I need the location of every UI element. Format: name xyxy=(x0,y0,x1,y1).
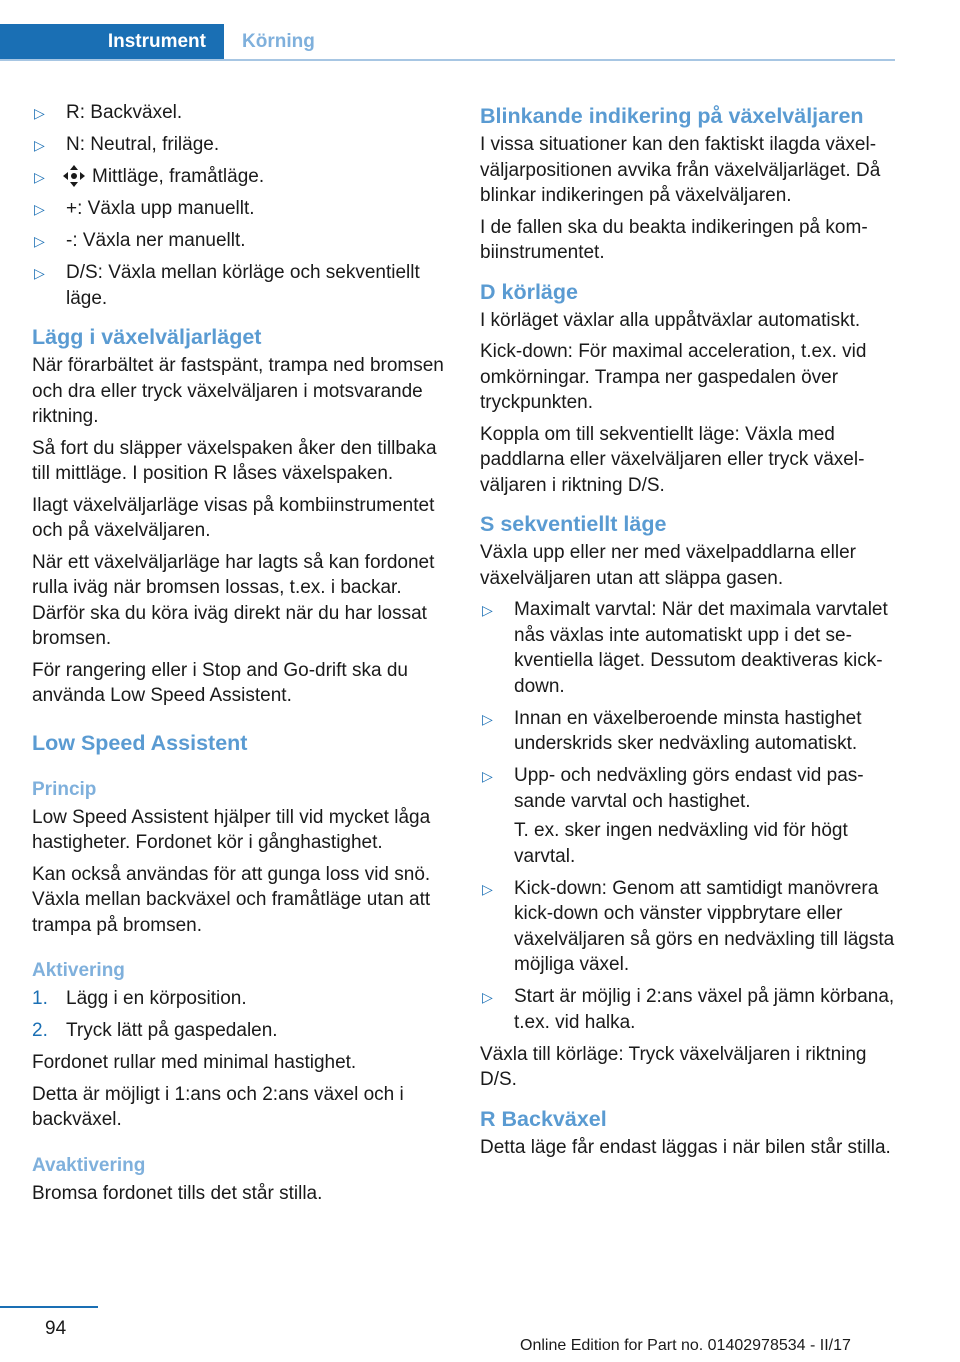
subsection-title: Aktivering xyxy=(32,960,125,981)
paragraph: Växla upp eller ner med växelpaddlarna eller växelväljaren utan att släppa gasen. xyxy=(480,542,857,589)
triangle-bullet-icon: ▷ xyxy=(482,768,493,784)
paragraph: Detta är möjligt i 1:ans och 2:ans växel och i backväxel. xyxy=(32,1083,404,1130)
paragraph: Bromsa fordonet tills det står stilla. xyxy=(32,1182,323,1204)
paragraph: För rangering eller i Stop and Go-drift ska du använda Low Speed Assistent. xyxy=(32,659,408,706)
paragraph: Low Speed Assistent hjälper till vid mycket låga hastigheter. Fordonet kör i gånghastighet. xyxy=(32,806,431,853)
paragraph: Fordonet rullar med minimal hastighet. xyxy=(32,1052,357,1073)
section-title: Blinkande indikering på växelväljaren xyxy=(480,104,864,128)
triangle-bullet-icon: ▷ xyxy=(482,989,493,1005)
section-title: D körläge xyxy=(480,279,578,304)
paragraph: Växla till körläge: Tryck växelväljaren i riktning D/S. xyxy=(480,1043,867,1090)
triangle-bullet-icon: ▷ xyxy=(482,710,493,727)
paragraph: I körläget växlar alla uppåtväxlar automatiskt. xyxy=(480,309,861,331)
list-item: ▷ D/S: Växla mellan körläge och sekventiellt läge. xyxy=(34,262,420,309)
triangle-bullet-icon: ▷ xyxy=(482,602,493,618)
triangle-bullet-icon: ▷ xyxy=(34,105,45,121)
triangle-bullet-icon: ▷ xyxy=(482,880,493,897)
paragraph: Detta läge får endast läggas i när bilen står stilla. xyxy=(480,1136,891,1158)
section-title: Lägg i växelväljarläget xyxy=(32,325,262,349)
tab-korning[interactable]: Körning xyxy=(242,31,315,52)
gear-position-list xyxy=(32,100,450,311)
paragraph: Kick-down: För maximal acceleration, t.ex. vid omkörningar. Trampa ner gaspedalen över tryckpunkten. xyxy=(480,341,867,413)
page-header xyxy=(0,0,960,64)
paragraph: Så fort du släpper växelspaken åker den tillbaka till mittläge. I position R låses växelspaken. xyxy=(32,437,437,484)
subsection-title: Avaktivering xyxy=(32,1154,146,1176)
triangle-bullet-icon: ▷ xyxy=(34,201,45,217)
list-item: ▷ Innan en växelberoende minsta hastighet underskrids sker nedväxling automatiskt. xyxy=(482,707,862,754)
paragraph: I de fallen ska du beakta indikeringen på kombiinstrumentet. xyxy=(480,216,868,263)
section-title: Low Speed Assistent xyxy=(32,730,248,755)
paragraph: I vissa situationer kan den faktiskt ilagda växelväljarpositionen avvika från växelväljarläget. Då blinkar indikeringen på växelväljaren. xyxy=(480,134,881,206)
edition-note: Online Edition for Part no. 01402978534 - II/17 xyxy=(520,1337,851,1354)
paragraph: Koppla om till sekventiellt läge: Växla med paddlarna eller växelväljaren eller tryck växelväljaren i riktning D/S. xyxy=(480,423,865,496)
header-divider xyxy=(0,59,895,61)
list-item: ▷ Upp- och nedväxling görs endast vid passande varvtal och hastighet. T. ex. sker ingen nedväxling vid för högt varvtal. xyxy=(480,763,898,869)
right-column xyxy=(480,100,898,1166)
paragraph: När ett växelväljarläge har lagts så kan fordonet rulla iväg när bromsen lossas, t.ex. i backar. Därför ska du köra iväg direkt när du har lossat bromsen. xyxy=(32,551,435,649)
list-item: ▷ Maximalt varvtal: När det maximala varvtalet nås växlas inte automatiskt upp i det sekventiella läget. Dessutom deaktiveras kick-down. xyxy=(482,599,888,697)
section-title: R Backväxel xyxy=(480,1106,607,1131)
triangle-bullet-icon: ▷ xyxy=(34,169,45,185)
triangle-bullet-icon: ▷ xyxy=(34,137,45,153)
sequential-mode-list xyxy=(480,597,898,1035)
list-item: 1. Lägg i en körposition. xyxy=(32,988,247,1009)
list-item: ▷ -: Växla ner manuellt. xyxy=(32,228,450,254)
tab-instrument[interactable]: Instrument xyxy=(0,24,224,60)
section-title: S sekventiellt läge xyxy=(480,512,667,536)
triangle-bullet-icon: ▷ xyxy=(34,265,45,281)
step-list xyxy=(32,986,450,1044)
list-item-note: T. ex. sker ingen nedväxling vid för högt varvtal. xyxy=(514,820,848,867)
left-column xyxy=(32,100,450,1212)
footer-divider xyxy=(0,1306,98,1308)
list-item: ▷ +: Växla upp manuellt. xyxy=(32,196,450,222)
subsection-title: Princip xyxy=(32,778,97,800)
page-number: 94 xyxy=(45,1318,67,1339)
list-item: ▷ Start är möjlig i 2:ans växel på jämn körbana, t.ex. vid halka. xyxy=(482,986,895,1033)
list-item: 2. Tryck lätt på gaspedalen. xyxy=(32,1020,278,1041)
list-item: ▷ R: Backväxel. xyxy=(32,100,450,126)
list-item: ▷ Mittläge, framåtläge. xyxy=(32,164,450,190)
paragraph: Ilagt växelväljarläge visas på kombiinstrumentet och på växelväljaren. xyxy=(32,494,435,541)
triangle-bullet-icon: ▷ xyxy=(34,233,45,249)
list-item: ▷ Kick-down: Genom att samtidigt manövrera kick-down och vänster vippbrytare eller växelväljaren så görs en nedväxling till lägsta möjliga växel. xyxy=(482,877,895,975)
paragraph: När förarbältet är fastspänt, trampa ned bromsen och dra eller tryck växelväljaren i motsvarande riktning. xyxy=(32,355,444,427)
list-item: ▷ N: Neutral, friläge. xyxy=(32,132,450,158)
paragraph: Kan också användas för att gunga loss vid snö. Växla mellan backväxel och framåtläge utan att trampa på bromsen. xyxy=(32,863,431,936)
center-position-icon xyxy=(66,168,82,184)
